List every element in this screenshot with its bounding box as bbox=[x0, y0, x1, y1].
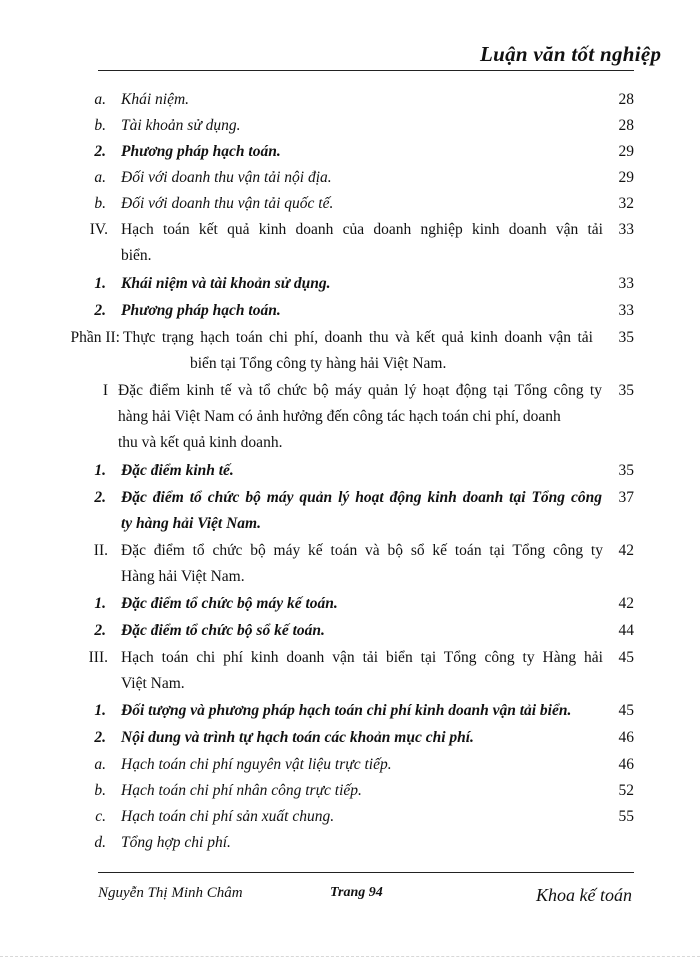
toc-entry-page: 33 bbox=[618, 221, 634, 238]
toc-entry-page: 42 bbox=[618, 542, 634, 559]
toc-entry bbox=[0, 830, 700, 856]
toc-entry-text: Tổng hợp chi phí. bbox=[121, 834, 231, 851]
toc-entry-label: 1. bbox=[94, 462, 106, 479]
toc-entry-label: b. bbox=[94, 117, 106, 134]
toc-entry-page: 46 bbox=[618, 756, 634, 773]
toc-entry-text: Hạch toán kết quả kinh doanh của doanh nghiệp kinh doanh vận tải bbox=[121, 221, 603, 238]
toc-entry-label: II. bbox=[93, 542, 108, 559]
toc-entry bbox=[0, 87, 700, 113]
toc-entry bbox=[0, 113, 700, 139]
toc-entry-label: d. bbox=[94, 834, 106, 851]
toc-entry bbox=[0, 804, 700, 830]
toc-entry-label: b. bbox=[94, 782, 106, 799]
toc-entry-label: 1. bbox=[94, 702, 106, 719]
toc-entry-continuation: hàng hải Việt Nam có ảnh hưởng đến công tác hạch toán chi phí, doanh bbox=[118, 408, 561, 425]
toc-entry-continuation: biển tại Tổng công ty hàng hải Việt Nam. bbox=[190, 355, 447, 372]
toc-entry bbox=[0, 725, 700, 751]
toc-entry bbox=[0, 618, 700, 644]
toc-entry-page: 35 bbox=[618, 462, 634, 479]
toc-entry-text: Đặc điểm tổ chức bộ máy kế toán. bbox=[121, 595, 338, 612]
toc-entry-text: Khái niệm. bbox=[121, 91, 190, 108]
toc-entry-text: Đặc điểm tổ chức bộ máy quản lý hoạt động kinh doanh tại Tổng công bbox=[121, 489, 602, 506]
toc-entry-continuation: Hàng hải Việt Nam. bbox=[121, 568, 245, 585]
toc-entry bbox=[0, 538, 700, 564]
toc-entry-label: a. bbox=[94, 756, 106, 773]
toc-entry-page: 52 bbox=[618, 782, 634, 799]
toc-entry bbox=[0, 325, 700, 351]
toc-entry-page: 46 bbox=[618, 729, 634, 746]
toc-entry-page: 42 bbox=[618, 595, 634, 612]
toc-entry-page: 35 bbox=[618, 382, 634, 399]
toc-entry-label: 2. bbox=[94, 489, 106, 506]
toc-entry-page: 44 bbox=[618, 622, 634, 639]
toc-entry-text: Hạch toán chi phí nguyên vật liệu trực tiếp. bbox=[121, 756, 392, 773]
footer-department: Khoa kế toán bbox=[536, 885, 632, 905]
toc-entry bbox=[0, 698, 700, 724]
toc-entry-continuation: Việt Nam. bbox=[121, 675, 185, 692]
toc-entry-label: 2. bbox=[94, 143, 106, 160]
toc-entry-label: IV. bbox=[89, 221, 108, 238]
header-title: Luận văn tốt nghiệp bbox=[480, 42, 662, 66]
toc-entry bbox=[0, 752, 700, 778]
toc-entry-text: Đặc điểm tổ chức bộ sổ kế toán. bbox=[121, 622, 325, 639]
toc-entry-text: Hạch toán chi phí kinh doanh vận tải biển tại Tổng công ty Hàng hải bbox=[121, 649, 603, 666]
toc-entry bbox=[0, 191, 700, 217]
toc-entry bbox=[0, 485, 700, 511]
toc-entry-text: Hạch toán chi phí sản xuất chung. bbox=[121, 808, 335, 825]
toc-entry-text: Tài khoản sử dụng. bbox=[121, 117, 241, 134]
toc-entry bbox=[0, 591, 700, 617]
toc-entry-label: 1. bbox=[94, 275, 106, 292]
toc-entry-text: Đặc điểm tổ chức bộ máy kế toán và bộ sổ kế toán tại Tổng công ty bbox=[121, 542, 603, 559]
toc-entry-label: b. bbox=[94, 195, 106, 212]
toc-entry-label: I bbox=[102, 382, 108, 399]
toc-entry-text: Đối với doanh thu vận tải quốc tế. bbox=[121, 195, 334, 212]
header-rule bbox=[98, 70, 634, 71]
toc-entry bbox=[0, 139, 700, 165]
toc-entry-label: Phần II: bbox=[70, 329, 120, 346]
toc-entry-text: Khái niệm và tài khoản sử dụng. bbox=[121, 275, 331, 292]
toc-entry-label: 1. bbox=[94, 595, 106, 612]
footer-author: Nguyễn Thị Minh Châm bbox=[98, 885, 243, 901]
toc-entry-label: a. bbox=[94, 169, 106, 186]
toc-entry-page: 33 bbox=[618, 275, 634, 292]
toc-entry-label: a. bbox=[94, 91, 106, 108]
toc-entry-page: 32 bbox=[618, 195, 634, 212]
toc-entry-continuation: thu và kết quả kinh doanh. bbox=[118, 434, 283, 451]
toc-entry bbox=[0, 378, 700, 404]
toc-entry-page: 55 bbox=[618, 808, 634, 825]
toc-entry-continuation: ty hàng hải Việt Nam. bbox=[121, 515, 261, 532]
toc-entry bbox=[0, 165, 700, 191]
toc-entry-page: 28 bbox=[618, 91, 634, 108]
toc-entry-label: 2. bbox=[94, 729, 106, 746]
toc-entry-page: 29 bbox=[618, 169, 634, 186]
toc-entry-text: Đối tượng và phương pháp hạch toán chi phí kinh doanh vận tải biển. bbox=[121, 702, 572, 719]
toc-entry-text: Đặc điểm kinh tế. bbox=[121, 462, 234, 479]
toc-entry-label: 2. bbox=[94, 302, 106, 319]
toc-entry-page: 29 bbox=[618, 143, 634, 160]
toc-entry bbox=[0, 645, 700, 671]
toc-entry-text: Nội dung và trình tự hạch toán các khoản mục chi phí. bbox=[121, 729, 474, 746]
toc-entry bbox=[0, 271, 700, 297]
footer-rule bbox=[98, 872, 634, 873]
toc-entry bbox=[0, 778, 700, 804]
toc-entry bbox=[0, 217, 700, 243]
toc-entry-text: Hạch toán chi phí nhân công trực tiếp. bbox=[121, 782, 362, 799]
toc-entry-continuation: biển. bbox=[121, 247, 152, 264]
toc-entry-page: 33 bbox=[618, 302, 634, 319]
toc-entry bbox=[0, 458, 700, 484]
toc-entry-label: 2. bbox=[94, 622, 106, 639]
toc-entry-page: 45 bbox=[618, 702, 634, 719]
toc-entry-text: Phương pháp hạch toán. bbox=[121, 143, 281, 160]
toc-entry-text: Phương pháp hạch toán. bbox=[121, 302, 281, 319]
toc-entry-page: 28 bbox=[618, 117, 634, 134]
toc-entry-label: c. bbox=[95, 808, 106, 825]
toc-entry bbox=[0, 298, 700, 324]
toc-entry-label: III. bbox=[88, 649, 108, 666]
toc-entry-page: 35 bbox=[618, 329, 634, 346]
page-bottom-edge bbox=[0, 956, 700, 957]
footer-page-number: Trang 94 bbox=[330, 885, 383, 900]
toc-entry-text: Đặc điểm kinh tế và tổ chức bộ máy quản lý hoạt động tại Tổng công ty bbox=[118, 382, 602, 399]
toc-entry-text: Thực trạng hạch toán chi phí, doanh thu và kết quả kinh doanh vận tải bbox=[123, 329, 593, 346]
toc-entry-page: 45 bbox=[618, 649, 634, 666]
toc-entry-page: 37 bbox=[618, 489, 634, 506]
toc-entry-text: Đối với doanh thu vận tải nội địa. bbox=[121, 169, 332, 186]
